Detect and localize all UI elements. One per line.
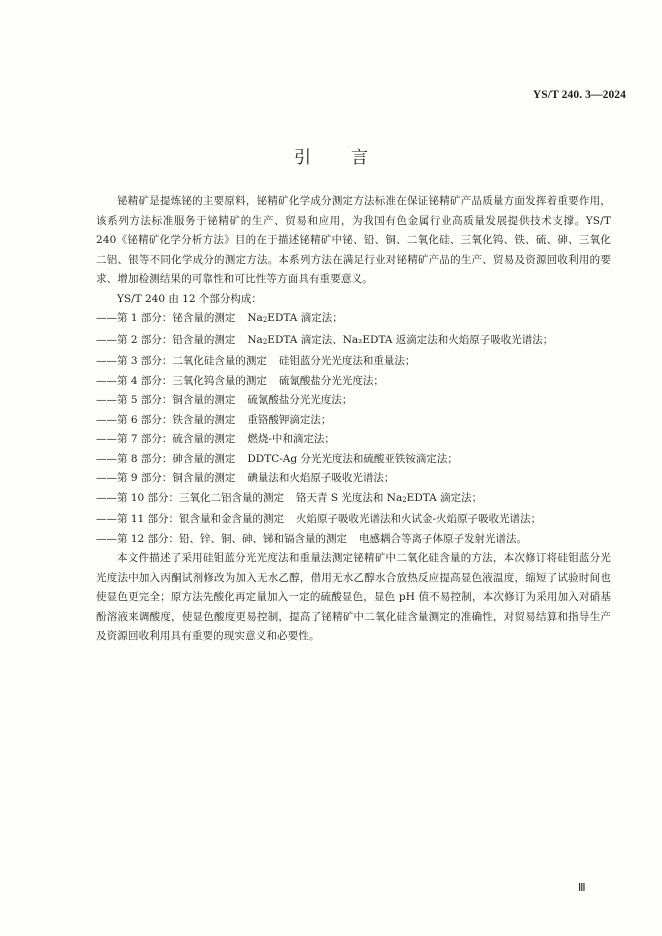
part-item bbox=[96, 309, 611, 331]
part-method bbox=[247, 472, 394, 484]
part-method bbox=[279, 375, 384, 387]
part-method-text: 重铬酸钾滴定法； bbox=[247, 413, 332, 426]
part-name: ——第 7 部分：硫含量的测定 bbox=[96, 433, 236, 445]
document-body bbox=[96, 192, 611, 647]
intro-paragraph: 铋精矿是提炼铋的主要原料，铋精矿化学成分测定方法标准在保证铋精矿产品质量方面发挥着重要作用，该系列方法标准服务于铋精矿的生产、贸易和应用，为我国有色金属行业高质量发展提供技术支撑。YS/T 240《铋精矿化学分析方法》目的在于描述铋精矿中铋、铅、铜、二氧化硅、三氧化钨、铁、硫、砷、三氧化二铝、银等不同化学成分的测定方法。本系列方法在满足行业对铋精矿产品的生产、贸易及资源回收利用的要求、增加检测结果的可靠性和可比性等方面具有重要意义。 bbox=[96, 195, 611, 285]
part-name: ——第 8 部分：砷含量的测定 bbox=[96, 452, 236, 465]
part-item bbox=[96, 430, 611, 450]
part-method bbox=[247, 433, 335, 445]
part-item bbox=[96, 352, 611, 372]
part-method-text: 硅钼蓝分光光度法和重量法； bbox=[278, 355, 416, 367]
part-name: ——第 6 部分：铁含量的测定 bbox=[96, 413, 236, 426]
part-method-text: 火焰原子吸收光谱法和火试金-火焰原子吸收光谱法； bbox=[296, 513, 542, 525]
part-method bbox=[247, 414, 331, 426]
part-method bbox=[296, 513, 541, 525]
part-method bbox=[247, 394, 352, 406]
part-name: ——第 2 部分：铅含量的测定 bbox=[96, 333, 236, 346]
part-method-text: Na bbox=[247, 333, 263, 346]
part-method-text: DDTC-Ag 分光光度法和硫酸亚铁铵滴定法； bbox=[247, 452, 458, 465]
part-method bbox=[296, 492, 482, 504]
part-method-text: 硫氰酸盐分光光度法； bbox=[247, 394, 353, 406]
part-method bbox=[247, 453, 458, 465]
closing-paragraph: 本文件描述了采用硅钼蓝分光光度法和重量法测定铋精矿中二氧化硅含量的方法，本次修订将硅钼蓝分光光度法中加入丙酮试剂修改为加入无水乙醇，借用无水乙醇水合放热反应提高显色液温度，缩短了试验时间也使显色更完全；原方法先酸化再定量加入一定的硫酸显色，显色 pH 值不易控制，本次修订为采用加入对硝基酚溶液来调酸度，使显色酸度更易控制，提高了铋精矿中二氧化硅含量测定的准确性，对贸易结算和指导生产及资源回收利用具有重要的现实意义和必要性。 bbox=[96, 552, 611, 642]
part-method-text: 电感耦合等离子体原子发射光谱法。 bbox=[359, 532, 528, 545]
part-name: ——第 10 部分：三氧化二铝含量的测定 bbox=[96, 491, 285, 504]
part-method-text: 碘量法和火焰原子吸收光谱法； bbox=[247, 472, 395, 484]
part-item bbox=[96, 469, 611, 489]
parts-intro: YS/T 240 由 12 个部分构成： bbox=[117, 292, 262, 305]
part-method bbox=[247, 312, 342, 324]
part-item bbox=[96, 391, 611, 411]
part-name: ——第 3 部分：二氧化硅含量的测定 bbox=[96, 355, 267, 367]
part-method-text: EDTA 滴定法、Na₂EDTA 返滴定法和火焰原子吸收光谱法； bbox=[267, 333, 554, 346]
part-method bbox=[359, 533, 527, 545]
part-method-subscript: 2 bbox=[262, 337, 268, 346]
part-method-subscript: 2 bbox=[262, 316, 268, 324]
part-name: ——第 5 部分：铜含量的测定 bbox=[96, 394, 236, 406]
part-method-text: EDTA 滴定法； bbox=[267, 312, 343, 324]
page-number: Ⅲ bbox=[578, 882, 586, 894]
document-id: YS/T 240. 3—2024 bbox=[532, 89, 626, 101]
part-item bbox=[96, 530, 611, 550]
page-title: 引言 bbox=[294, 148, 408, 168]
part-method-text: 燃烧-中和滴定法； bbox=[247, 433, 335, 445]
part-item bbox=[96, 450, 611, 470]
part-method-text: EDTA 滴定法； bbox=[406, 491, 483, 504]
part-item bbox=[96, 411, 611, 431]
part-method-text: 硫氰酸盐分光光度法； bbox=[278, 374, 384, 387]
part-item bbox=[96, 510, 611, 530]
part-item bbox=[96, 372, 611, 392]
part-item bbox=[96, 331, 611, 353]
part-item bbox=[96, 489, 611, 511]
parts-list bbox=[96, 309, 611, 549]
part-method-text: Na bbox=[247, 312, 263, 324]
part-method-text: 铬天青 S 光度法和 Na bbox=[296, 491, 403, 504]
part-method bbox=[279, 355, 416, 367]
part-name: ——第 12 部分：铅、锌、铜、砷、锑和镉含量的测定 bbox=[96, 532, 348, 545]
part-method bbox=[247, 334, 553, 346]
part-name: ——第 1 部分：铋含量的测定 bbox=[96, 312, 236, 324]
part-name: ——第 9 部分：铜含量的测定 bbox=[96, 472, 236, 484]
part-name: ——第 4 部分：三氧化钨含量的测定 bbox=[96, 374, 267, 387]
part-method-subscript: 2 bbox=[402, 495, 407, 504]
part-name: ——第 11 部分：银含量和金含量的测定 bbox=[96, 513, 285, 525]
